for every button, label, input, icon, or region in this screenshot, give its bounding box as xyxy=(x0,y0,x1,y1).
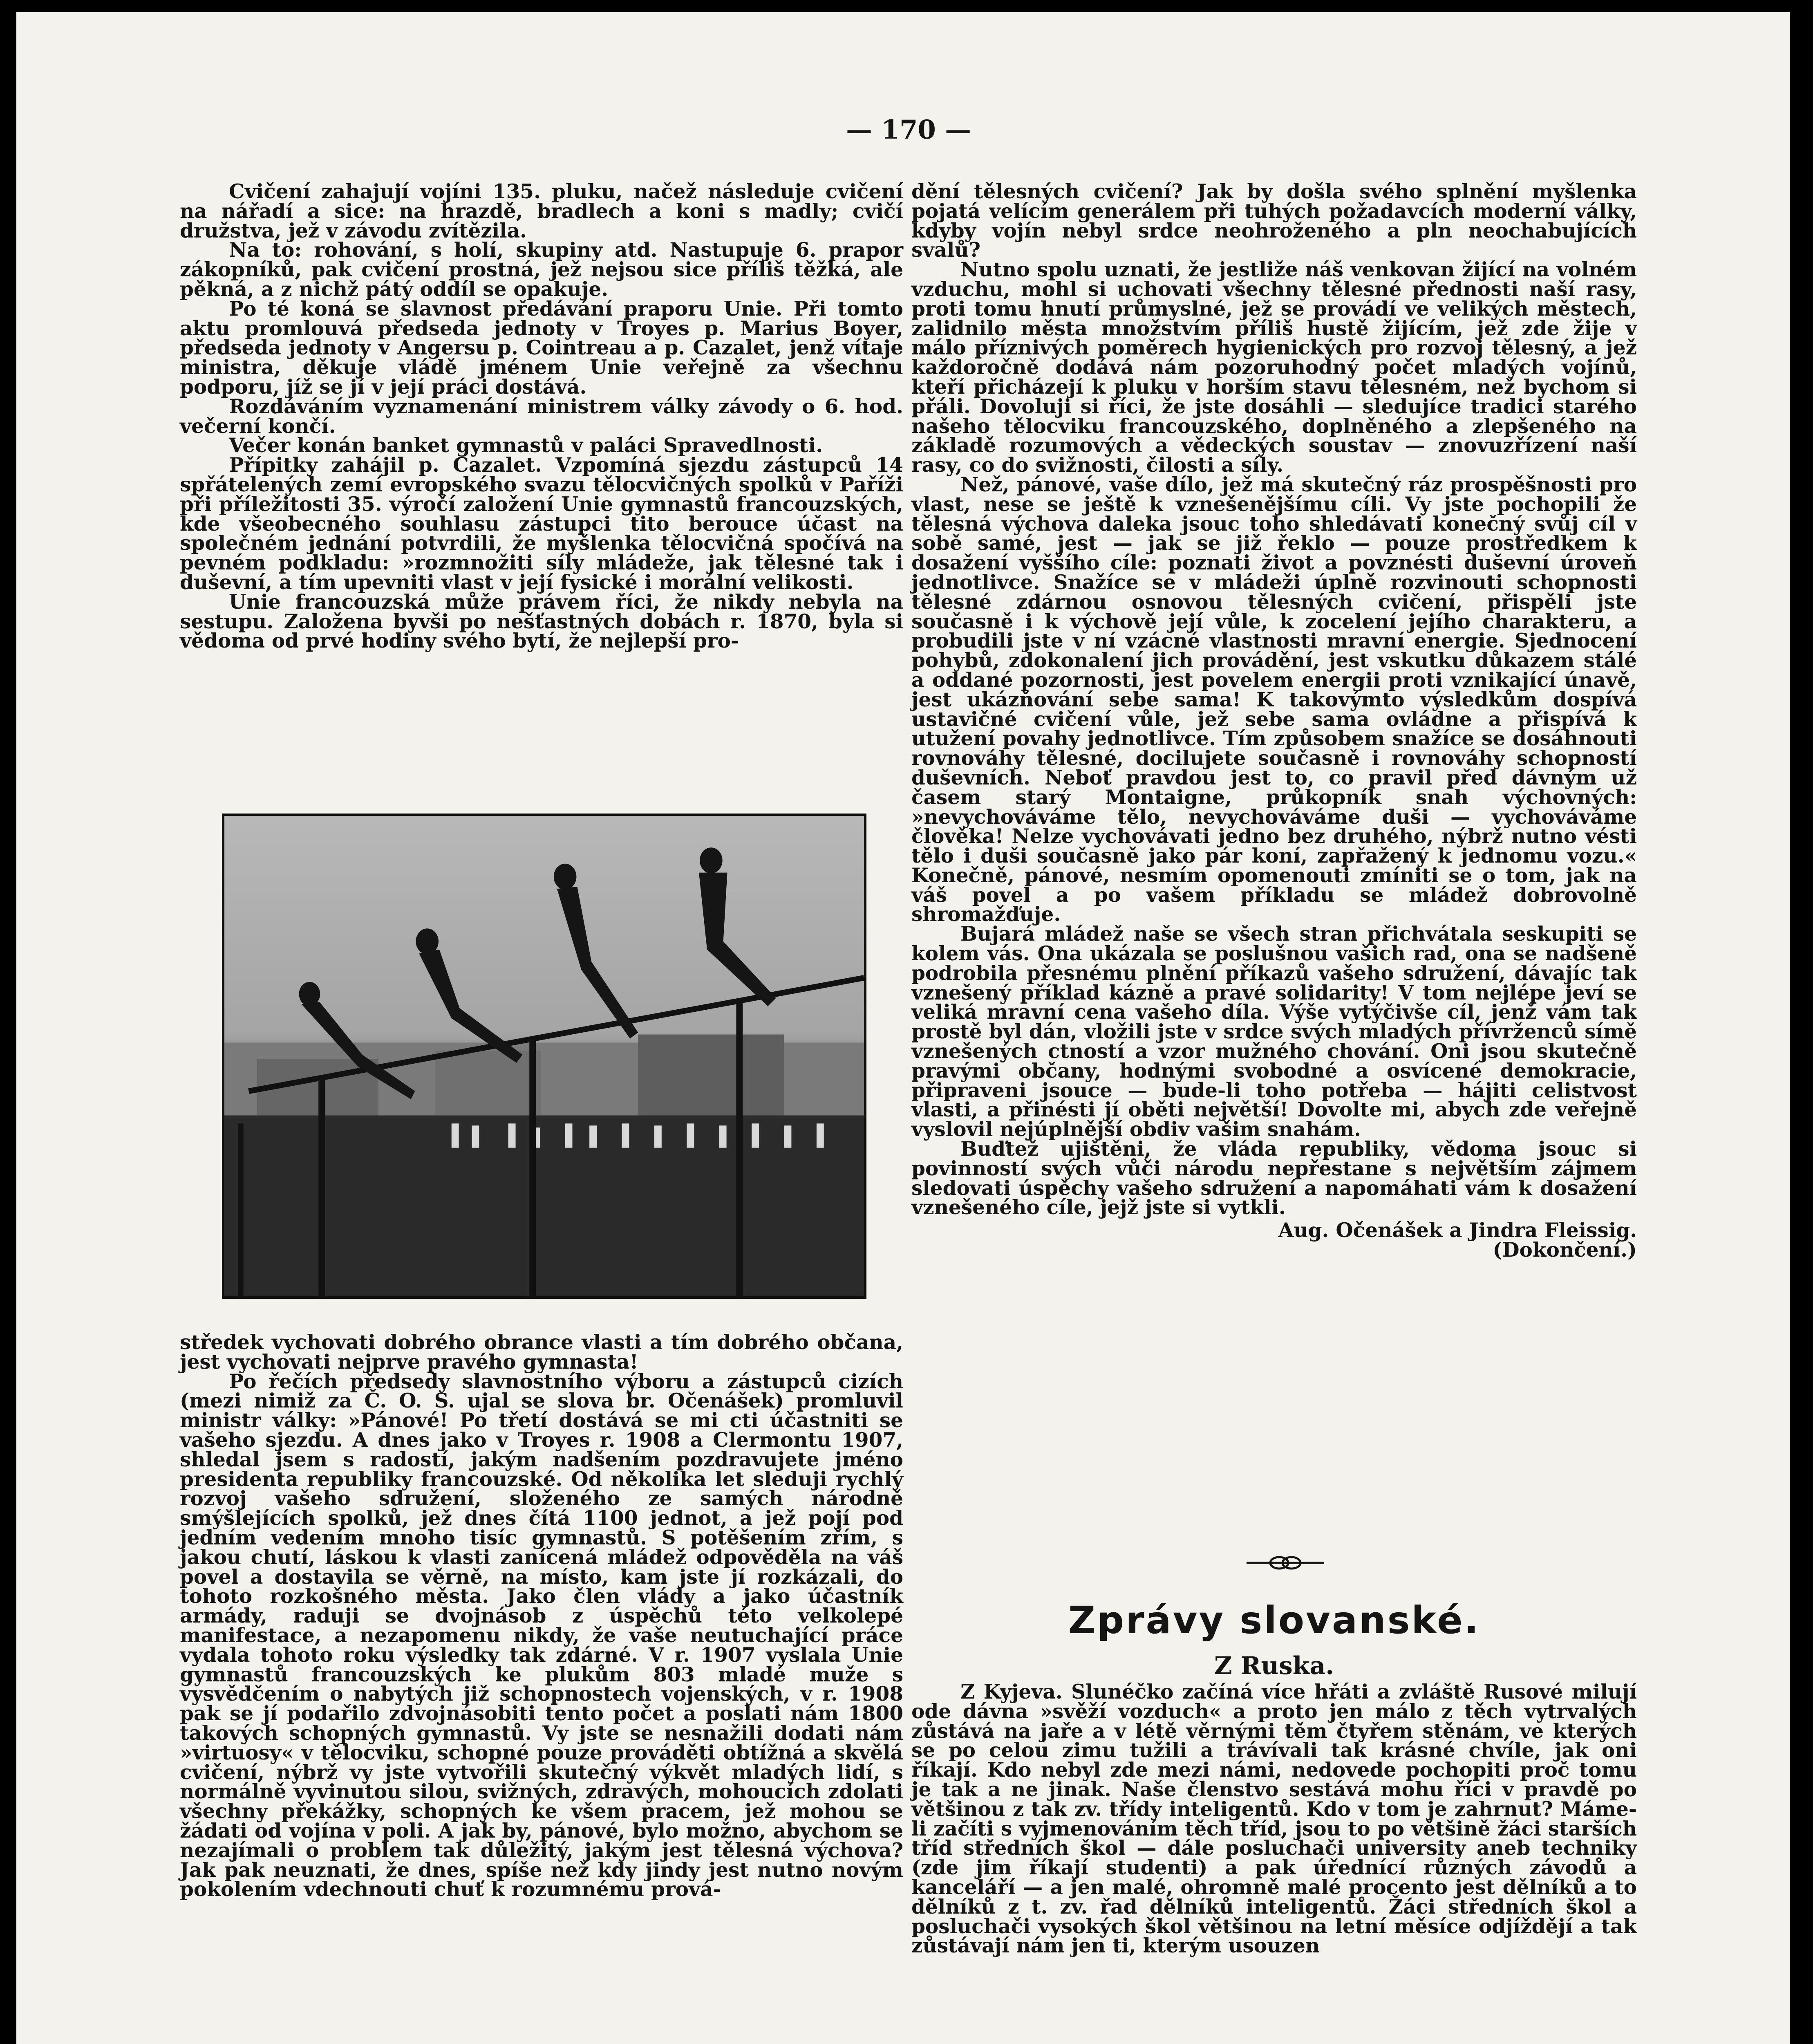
paragraph: Cvičení zahajují vojíni 135. pluku, načež následuje cvičení na nářadí a sice: na hrazdě, bradlech a koni s madly; cvičí družstva, jež v závodu zvítězila. xyxy=(180,180,903,242)
paragraph: Na to: rohování, s holí, skupiny atd. Nastupuje 6. prapor zákopníků, pak cvičení prostná, jež nejsou sice příliš těžká, ale pěkná, a z nichž pátý oddíl se opakuje. xyxy=(180,238,903,301)
paragraph-continuation: středek vychovati dobrého obrance vlasti a tím dobrého občana, jest vychovati nejprve pravého gymnasta! xyxy=(180,1331,903,1374)
paragraph: Rozdáváním vyznamenání ministrem války závody o 6. hod. večerní končí. xyxy=(180,394,903,438)
paragraph: Než, pánové, vaše dílo, jež má skutečný ráz prospěšnosti pro vlast, nese se ještě k vznešenějšímu cíli. Vy jste pochopili že tělesná výchova daleka jsouc toho shledávati konečný svůj cíl v sobě samé, jest — jak se již řeklo — pouze prostředkem k dosažení vyššího cíle: poznati život a povznésti duševní úroveň jednotlivce. Snažíce se v mládeži úplně rozvinouti schopnosti tělesné zdárnou osnovou tělesných cvičení, přispěli jste současně i k výchově její vůle, k zocelení jejího charakteru, a probudili jste v ní vzácné vlastnosti mravní energie. Sjednocení pohybů, zdokonalení jich provádění, jest vskutku důkazem stálé a oddané pozornosti, jest povelem energii proti vznikající únavě, jest ukázňování sebe sama! K takovýmto výsledkům dospívá ustavičné cvičení vůle, jež sebe sama ovládne a přispívá k utužení povahy jednotlivce. Tím způsobem snažíce se dosáhnouti rovnováhy tělesné, docilujete současně i rovnováhy schopností duševních. Neboť pravdou jest to, co pravil před dávným už časem starý Montaigne, průkopník snah výchovných: »nevychováváme tělo, nevychováváme duši — vychováváme člověka! Nelze vychovávati jedno bez druhého, nýbrž nutno vésti tělo i duši současně jako pár koní, zapřažený k jednomu vozu.« Konečně, pánové, nesmím opomenouti zmíniti se o tom, jak na váš povel a po vašem příkladu se mládež dobrovolně shromažďuje. xyxy=(911,473,1637,926)
paragraph: Bujará mládež naše se všech stran přichvátala seskupiti se kolem vás. Ona ukázala se poslušnou vašich rad, ona se nadšeně podrobila přesnému plnění příkazů vašeho sdružení, dávajíc tak vznešený příklad kázně a pravé solidarity! V tom nejlépe jeví se veliká mravní cena vašeho díla. Výše vytýčivše cíl, jenž vám tak prostě byl dán, vložili jste v srdce svých mladých přívrženců símě vznešených ctností a vzor mužného chování. Oni jsou skutečně pravými občany, hodnými svobodné a osvícené demokracie, připraveni jsouce — bude-li toho potřeba — hájiti celistvost vlasti, a přinésti jí oběti největší! Dovolte mi, abych zde veřejně vyslovil nejúplnější obdiv vašim snahám. xyxy=(911,922,1637,1141)
news-text: Slunéčko začíná více hřáti a zvláště Rusové milují ode dávna »svěží vozduch« a proto jen málo z těch vytrvalých zůstává na jaře a v létě věrnými těm čtyřem stěnám, ve kterých se po celou zimu tužili a trávívali tak krásné chvíle, jak oni říkají. Kdo nebyl zde mezi námi, nedovede pochopiti proč tomu je tak a ne jinak. Naše členstvo sestává mohu říci v pravdě po většinou z tak zv. třídy inteligentů. Kdo v tom je zahrnut? Máme-li začíti s vyjmenováním těch tříd, jsou to po většině žáci starších tříd středních škol — dále posluchači university aneb techniky (zde jim říkají studenti) a pak úřednící různých závodů a kanceláří — a jen malé, ohromně malé procento jest dělníků a to dělníků z t. zv. řad dělníků inteligentů. Žáci středních škol a posluchači vysokých škol většinou na letní měsíce odjíždějí a tak zůstávají nám jen ti, kterým usouzen xyxy=(911,1680,1637,1958)
paragraph: Nutno spolu uznati, že jestliže náš venkovan žijící na volném vzduchu, mohl si uchovati všechny tělesné přednosti naší rasy, proti tomu hnutí průmyslné, jež se provádí ve velikých městech, zalidnilo města množstvím příliš hustě žijícím, jež zde žije v málo příznivých poměrech hygienických pro rozvoj tělesný, a jež každoročně dodává nám pozoruhodný počet mladých vojínů, kteří přicházejí k pluku v horším stavu tělesném, než bychom si přáli. Dovoluji si říci, že jste dosáhli — sledujíce tradici starého našeho tělocviku francouzského, doplněného a zlepšeného na základě rozumových a vědeckých soustav — znovuzřízení naší rasy, co do svižnosti, čilosti a síly. xyxy=(911,258,1637,477)
gymnasts-illustration xyxy=(224,816,864,1296)
news-lead: Z Kyjeva. xyxy=(960,1680,1063,1703)
subsection-title: Z Ruska. xyxy=(1214,1652,1334,1680)
left-column-bottom xyxy=(180,1333,903,2044)
ornament-separator-icon xyxy=(1247,1553,1324,1573)
paragraph-continuation: dění tělesných cvičení? Jak by došla svého splnění myšlenka pojatá velícím generálem při tuhých požadavcích moderní války, kdyby vojín nebyl srdce neohroženého a pln neochabujících svalů? xyxy=(911,180,1637,262)
paragraph: Večer konán banket gymnastů v paláci Spravedlnosti. xyxy=(229,434,823,457)
news-paragraph xyxy=(911,1682,1637,1956)
paragraph: Po té koná se slavnost předávání praporu Unie. Při tomto aktu promlouvá předseda jednoty v Troyes p. Marius Boyer, předseda jednoty v Angersu p. Cointreau a p. Cazalet, jenž vítaje ministra, děkuje vládě jménem Unie veřejně za všechnu podporu, jíž se jí v její práci dostává. xyxy=(180,297,903,399)
gymnasts-photo xyxy=(222,814,866,1299)
page-number: — 170 — xyxy=(846,114,971,145)
paragraph: Přípitky zahájil p. Cazalet. Vzpomíná sjezdu zástupců 14 spřátelených zemí evropského svazu tělocvičných spolků v Paříži při příležitosti 35. výročí založení Unie gymnastů francouzských, kde všeobecného souhlasu zástupci tito berouce účast na společném jednání potvrdili, že myšlenka tělocvičná spočívá na pevném podkladu: »rozmnožiti síly mládeže, jak tělesné tak i duševní, a tím upevniti vlast v její fysické i morální velikosti. xyxy=(180,453,903,594)
right-column-top xyxy=(911,182,1637,1555)
newspaper-page xyxy=(16,12,1790,2044)
left-column-top xyxy=(180,182,903,783)
signature-authors: Aug. Očenášek a Jindra Fleissig. xyxy=(1278,1219,1637,1242)
signature-note: (Dokončení.) xyxy=(1493,1238,1637,1262)
section-title: Zprávy slovanské. xyxy=(1068,1598,1480,1642)
right-column-bottom xyxy=(911,1682,1637,2044)
paragraph: Buďtež ujištěni, že vláda republiky, vědoma jsouc si povinností svých vůči národu nepřestane s největším zájmem sledovati úspěchy vašeho sdružení a napomáhati vám k dosažení vznešeného cíle, jejž jste si vytkli. xyxy=(911,1137,1637,1219)
paragraph: Po řečích předsedy slavnostního výboru a zástupců cizích (mezi nimiž za Č. O. S. ujal se slova br. Očenášek) promluvil ministr války: »Pánové! Po třetí dostává se mi cti účastniti se vašeho sjezdu. A dnes jako v Troyes r. 1908 a Clermontu 1907, shledal jsem s radostí, jakým nadšením pozdravujete jméno presidenta republiky francouzské. Od několika let sleduji rychlý rozvoj vašeho sdružení, složeného ze samých národně smýšlejících spolků, jež dnes čítá 1100 jednot, a jež pojí pod jedním vedením mnoho tisíc gymnastů. S potěšením zřím, s jakou chutí, láskou k vlasti zanícená mládež odpověděla na váš povel a dostavila se věrně, na místo, kam jste jí rozkázali, do tohoto rozkošného města. Jako člen vlády a jako účastník armády, raduji se dvojnásob z úspěchů této velkolepé manifestace, a nezapomenu nikdy, že vaše neutuchající práce vydala tohoto roku výsledky tak zdárné. V r. 1907 vyslala Unie gymnastů francouzských ke plukům 803 mladé muže s vysvědčením o nabytých již schopnostech vojenských, v r. 1908 pak se jí podařilo zdvojnásobiti tento počet a poslati nám 1800 takových schopných gymnastů. Vy jste se nesnažili dodati nám »virtuosy« v tělocviku, schopné pouze prováděti obtížná a skvělá cvičení, nýbrž vy jste vytvořili skutečný výkvět mladých lidí, s normálně vyvinutou silou, svižných, zdravých, mohoucích zdolati všechny překážky, schopných ke všem pracem, jež mohou se žádati od vojína v poli. A jak by, pánové, bylo možno, abychom se nezajímali o problem tak důležitý, jakým jest tělesná výchova? Jak pak neuznati, že dnes, spíše než kdy jindy jest nutno novým pokolením vdechnouti chuť k rozumnému prová- xyxy=(180,1369,903,1901)
signature xyxy=(911,1221,1637,1260)
paragraph: Unie francouzská může právem říci, že nikdy nebyla na sestupu. Založena byvši po nešťastných dobách r. 1870, byla si vědoma od prvé hodiny svého bytí, že nejlepší pro- xyxy=(180,590,903,653)
